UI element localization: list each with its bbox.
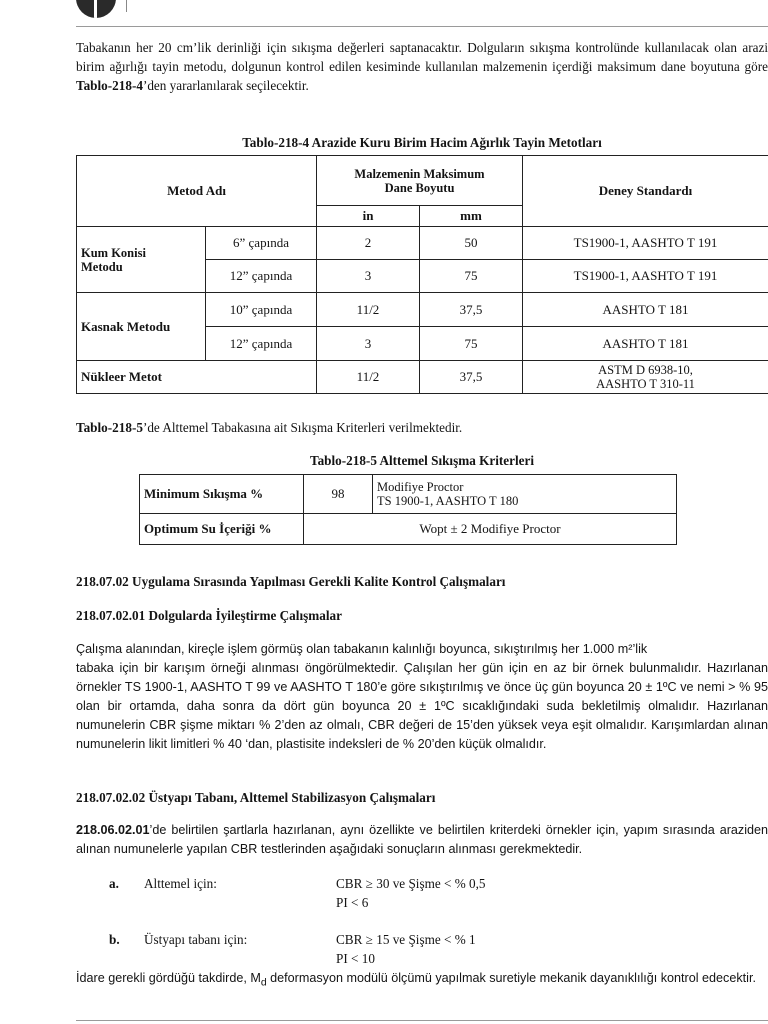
t4-sub: 12” çapında xyxy=(206,260,317,293)
para3-line1: Çalışma alanından, kireçle işlem görmüş olan tabakanın kalınlığı boyunca, sıkıştırılmış her 1.000 m²’lik xyxy=(76,642,648,656)
t4-head-size-l2: Dane Boyutu xyxy=(384,180,455,195)
t4-std: TS1900-1, AASHTO T 191 xyxy=(523,227,768,260)
t5-min-std-l1: Modifiye Proctor xyxy=(377,480,464,494)
t4-head-standard: Deney Standardı xyxy=(523,156,768,227)
para4-ref: 218.06.02.01 xyxy=(76,823,150,837)
section-heading-3: 218.07.02.02 Üstyapı Tabanı, Alttemel Stabilizasyon Çalışmaları xyxy=(76,790,436,805)
table-row xyxy=(77,293,768,327)
t4-head-size xyxy=(317,156,523,206)
para3-rest: tabaka için bir karışım örneği alınması öngörülmektedir. Çalışılan her gün için en az bir örnek bulunmalıdır. Hazırlanan örnekler TS 1900-1, AASHTO T 99 ve AASHTO T 180’e göre sıkıştırılmış ve önce üç gün boyunca 20 ± 1ºC ve nemi > % 95 olan bir ortamda, daha sonra da dört gün boyunca 20 ± 1ºC sıcaklığındaki suda bekletilmiş olmalıdır. Hazırlanan numunelerin CBR şişme miktarı % 2’den az olmalı, CBR değeri de 15’den yüksek veya eşit olmalıdır. Karışımlardan alınan numunelerin likit limitleri % 40 ‘dan, plastisite indeksleri de % 20’den küçük olmalıdır. xyxy=(76,661,768,751)
t5-min-std-l2: TS 1900-1, AASHTO T 180 xyxy=(377,494,519,508)
t4-std xyxy=(523,361,768,394)
t4-head-in: in xyxy=(317,206,420,227)
t5-min-label: Minimum Sıkışma % xyxy=(140,475,304,514)
t4-std: TS1900-1, AASHTO T 191 xyxy=(523,260,768,293)
t4-kum-l2: Metodu xyxy=(81,259,123,274)
t4-std: AASHTO T 181 xyxy=(523,327,768,361)
t4-sub: 6” çapında xyxy=(206,227,317,260)
final-paragraph xyxy=(76,969,768,993)
t4-mm: 75 xyxy=(420,260,523,293)
t4-kum-konisi xyxy=(77,227,206,293)
table-row xyxy=(77,361,768,394)
intro-table-ref: Tablo-218-4 xyxy=(76,78,143,93)
t4-in: 11/2 xyxy=(317,361,420,394)
t4-mm: 75 xyxy=(420,327,523,361)
list-pi-b: PI < 10 xyxy=(336,951,375,966)
list-cbr-a: CBR ≥ 30 ve Şişme < % 0,5 xyxy=(336,876,486,891)
t4-head-mm: mm xyxy=(420,206,523,227)
t4-std: AASHTO T 181 xyxy=(523,293,768,327)
para4 xyxy=(76,821,768,859)
list-label-b: Üstyapı tabanı için: xyxy=(144,932,248,947)
table5-intro xyxy=(76,418,768,437)
t4-sub: 12” çapında xyxy=(206,327,317,361)
list-marker-a: a. xyxy=(109,876,119,891)
t5-opt-value: Wopt ± 2 Modifiye Proctor xyxy=(304,514,677,545)
table-row xyxy=(140,475,677,514)
final-subscript: d xyxy=(260,976,267,989)
t4-nukleer: Nükleer Metot xyxy=(77,361,317,394)
t4-mm: 37,5 xyxy=(420,293,523,327)
t4-mm: 37,5 xyxy=(420,361,523,394)
intro-tail: ’den yararlanılarak seçilecektir. xyxy=(142,78,309,93)
table5-intro-text: ’de Alttemel Tabakasına ait Sıkışma Kriterleri verilmektedir. xyxy=(142,420,463,435)
list-label-a: Alttemel için: xyxy=(144,876,217,891)
t4-in: 3 xyxy=(317,327,420,361)
intro-paragraph xyxy=(76,38,768,95)
t4-mm: 50 xyxy=(420,227,523,260)
t5-min-value: 98 xyxy=(304,475,373,514)
para4-text: ’de belirtilen şartlarla hazırlanan, aynı özellikte ve belirtilen kriterdeki örnekler için, yapım sırasında araziden alınan numunelerle yapılan CBR testlerinden aşağıdaki sonuçların alınması gerekmektedir. xyxy=(76,823,768,856)
t4-kasnak: Kasnak Metodu xyxy=(77,293,206,361)
header-rule xyxy=(76,26,768,27)
table-row xyxy=(140,514,677,545)
logo-icon xyxy=(76,0,116,18)
t4-kum-l1: Kum Konisi xyxy=(81,245,146,260)
intro-text: Tabakanın her 20 cm’lik derinliği için sıkışma değerleri saptanacaktır. Dolguların sıkışma kontrolünde kullanılacak olan arazi birim ağırlığı tayin metodu, dolgunun kontrol edilen kesiminde kullanılan malzemenin içerdiği maksimum dane boyutuna göre xyxy=(76,40,768,74)
t4-sub: 10” çapında xyxy=(206,293,317,327)
header-divider xyxy=(126,0,127,12)
list-cbr-b: CBR ≥ 15 ve Şişme < % 1 xyxy=(336,932,476,947)
table4-caption: Tablo-218-4 Arazide Kuru Birim Hacim Ağırlık Tayin Metotları xyxy=(242,135,602,150)
table-row xyxy=(77,227,768,260)
final-before: İdare gerekli gördüğü takdirde, M xyxy=(76,971,261,985)
table5-ref: Tablo-218-5 xyxy=(76,420,143,435)
list-pi-a: PI < 6 xyxy=(336,895,369,910)
t4-in: 11/2 xyxy=(317,293,420,327)
table4 xyxy=(76,155,768,394)
final-after: deformasyon modülü ölçümü yapılmak suretiyle mekanik dayanıklılığı kontrol edecektir. xyxy=(266,971,756,985)
t4-head-size-l1: Malzemenin Maksimum xyxy=(354,166,485,181)
t4-in: 3 xyxy=(317,260,420,293)
t4-head-method: Metod Adı xyxy=(77,156,317,227)
t4-in: 2 xyxy=(317,227,420,260)
t5-opt-label: Optimum Su İçeriği % xyxy=(140,514,304,545)
table5-caption: Tablo-218-5 Alttemel Sıkışma Kriterleri xyxy=(309,453,535,468)
t5-min-std xyxy=(373,475,677,514)
section-heading-1: 218.07.02 Uygulama Sırasında Yapılması Gerekli Kalite Kontrol Çalışmaları xyxy=(76,574,506,589)
footer-rule xyxy=(76,1020,768,1021)
t4-nuk-std-l1: ASTM D 6938-10, xyxy=(598,363,693,377)
section-heading-2: 218.07.02.01 Dolgularda İyileştirme Çalışmalar xyxy=(76,608,342,623)
list-marker-b: b. xyxy=(109,932,120,947)
t4-nuk-std-l2: AASHTO T 310-11 xyxy=(596,377,695,391)
table5 xyxy=(139,474,677,545)
